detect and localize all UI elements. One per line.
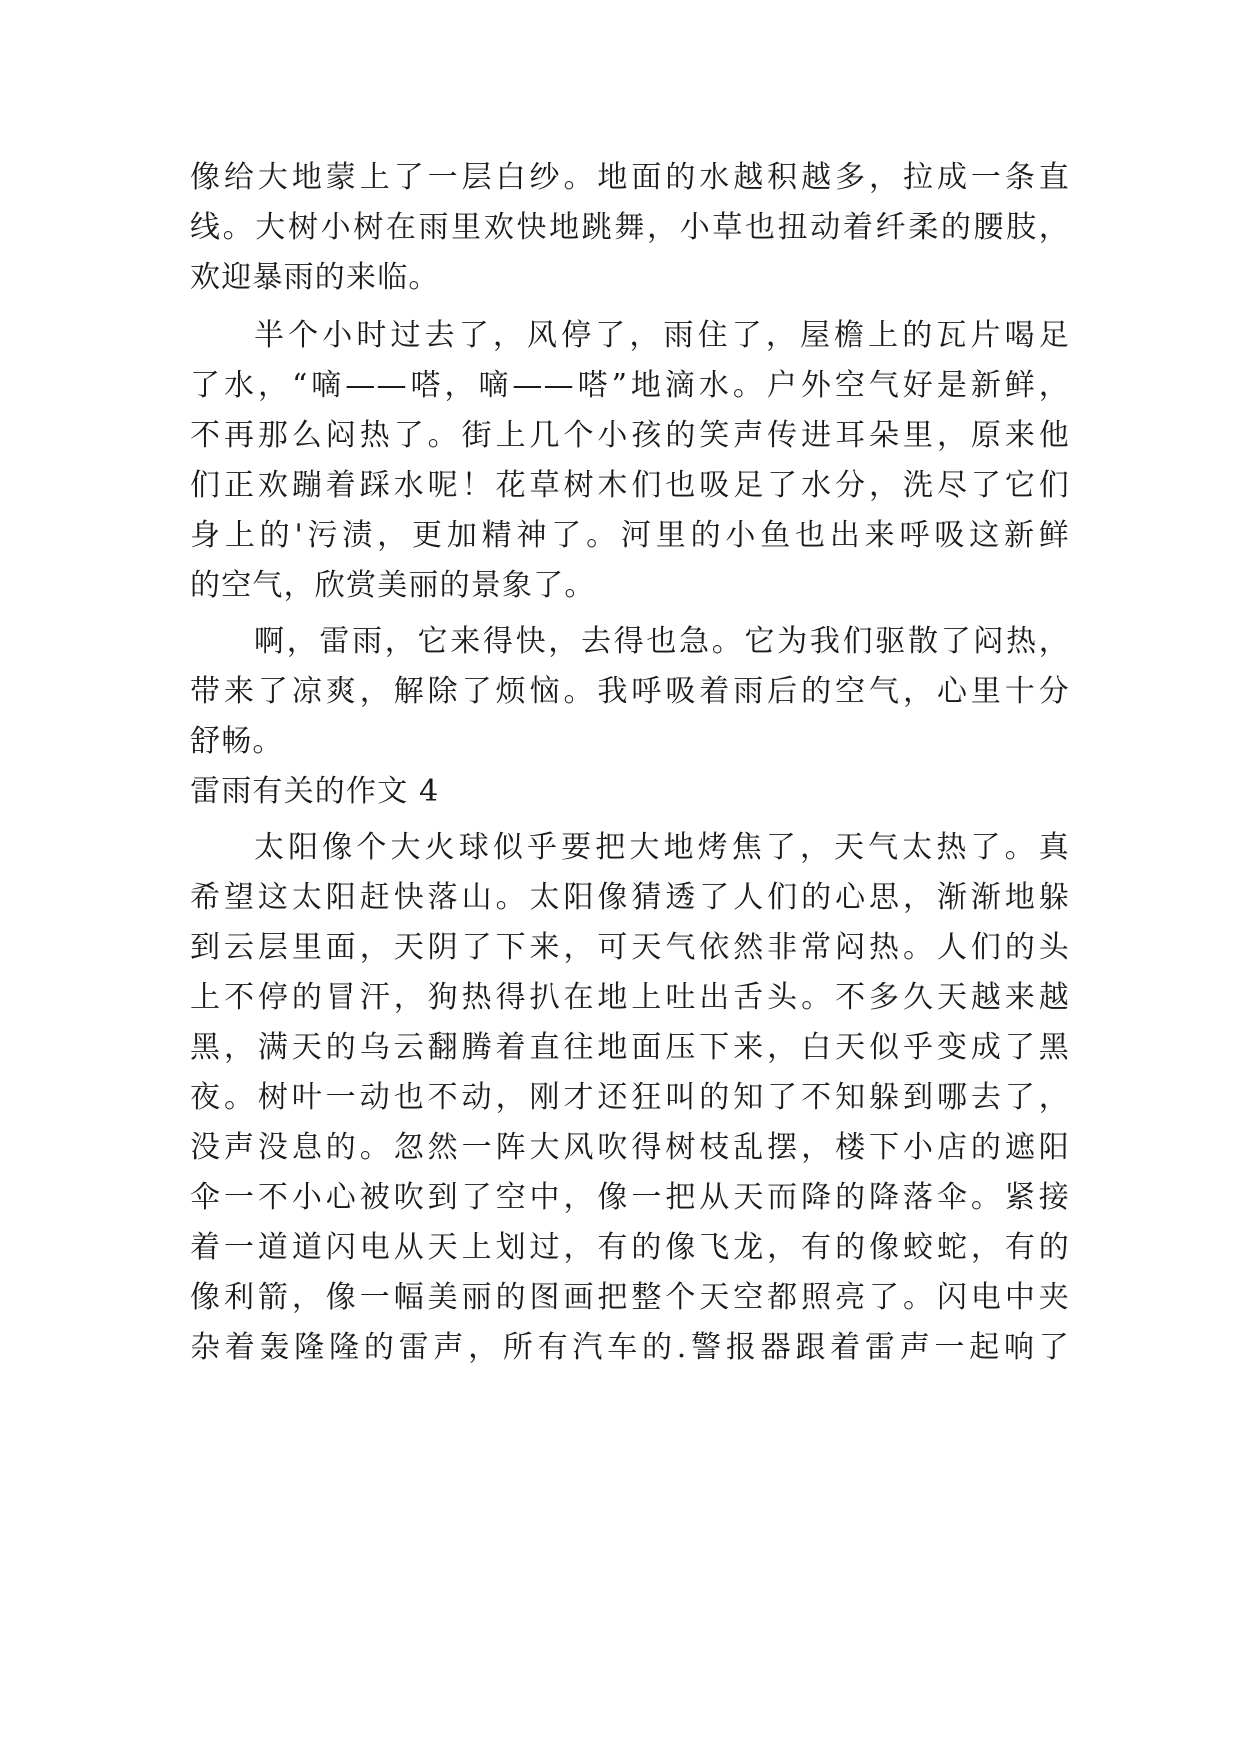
- text-line: 上不停的冒汗，狗热得扒在地上吐出舌头。不多久天越来越: [190, 980, 1070, 1015]
- paragraph-first-line: 啊，雷雨，它来得快，去得也急。它为我们驱散了闷热，: [254, 624, 1070, 659]
- text-line: 像利箭，像一幅美丽的图画把整个天空都照亮了。闪电中夹: [190, 1280, 1070, 1315]
- text-line: 的空气，欣赏美丽的景象了。: [190, 568, 596, 603]
- text-line: 到云层里面，天阴了下来，可天气依然非常闷热。人们的头: [190, 930, 1070, 965]
- text-line: 杂着轰隆隆的雷声，所有汽车的.警报器跟着雷声一起响了: [190, 1330, 1070, 1365]
- text-line: 像给大地蒙上了一层白纱。地面的水越积越多，拉成一条直: [190, 160, 1070, 195]
- paragraph-first-line: 半个小时过去了，风停了，雨住了，屋檐上的瓦片喝足: [254, 318, 1070, 353]
- text-line: 带来了凉爽，解除了烦恼。我呼吸着雨后的空气，心里十分: [190, 674, 1070, 709]
- text-line: 不再那么闷热了。街上几个小孩的笑声传进耳朵里，原来他: [190, 418, 1070, 453]
- text-line: 了水，“嘀——嗒，嘀——嗒”地滴水。户外空气好是新鲜，: [190, 368, 1070, 403]
- text-line: 伞一不小心被吹到了空中，像一把从天而降的降落伞。紧接: [190, 1180, 1070, 1215]
- text-line: 黑，满天的乌云翻腾着直往地面压下来，白天似乎变成了黑: [190, 1030, 1070, 1065]
- text-line: 着一道道闪电从天上划过，有的像飞龙，有的像蛟蛇，有的: [190, 1230, 1070, 1265]
- text-line: 欢迎暴雨的来临。: [190, 260, 440, 295]
- text-line: 舒畅。: [190, 724, 284, 759]
- paragraph-first-line: 太阳像个大火球似乎要把大地烤焦了，天气太热了。真: [254, 830, 1070, 865]
- text-line: 没声没息的。忽然一阵大风吹得树枝乱摆，楼下小店的遮阳: [190, 1130, 1070, 1165]
- text-line: 身上的'污渍，更加精神了。河里的小鱼也出来呼吸这新鲜: [190, 518, 1070, 553]
- text-line: 希望这太阳赶快落山。太阳像猜透了人们的心思，渐渐地躲: [190, 880, 1070, 915]
- text-line: 线。大树小树在雨里欢快地跳舞，小草也扭动着纤柔的腰肢，: [190, 210, 1070, 245]
- text-line: 们正欢蹦着踩水呢！花草树木们也吸足了水分，洗尽了它们: [190, 468, 1070, 503]
- section-heading: 雷雨有关的作文 4: [190, 774, 440, 809]
- text-line: 夜。树叶一动也不动，刚才还狂叫的知了不知躲到哪去了，: [190, 1080, 1070, 1115]
